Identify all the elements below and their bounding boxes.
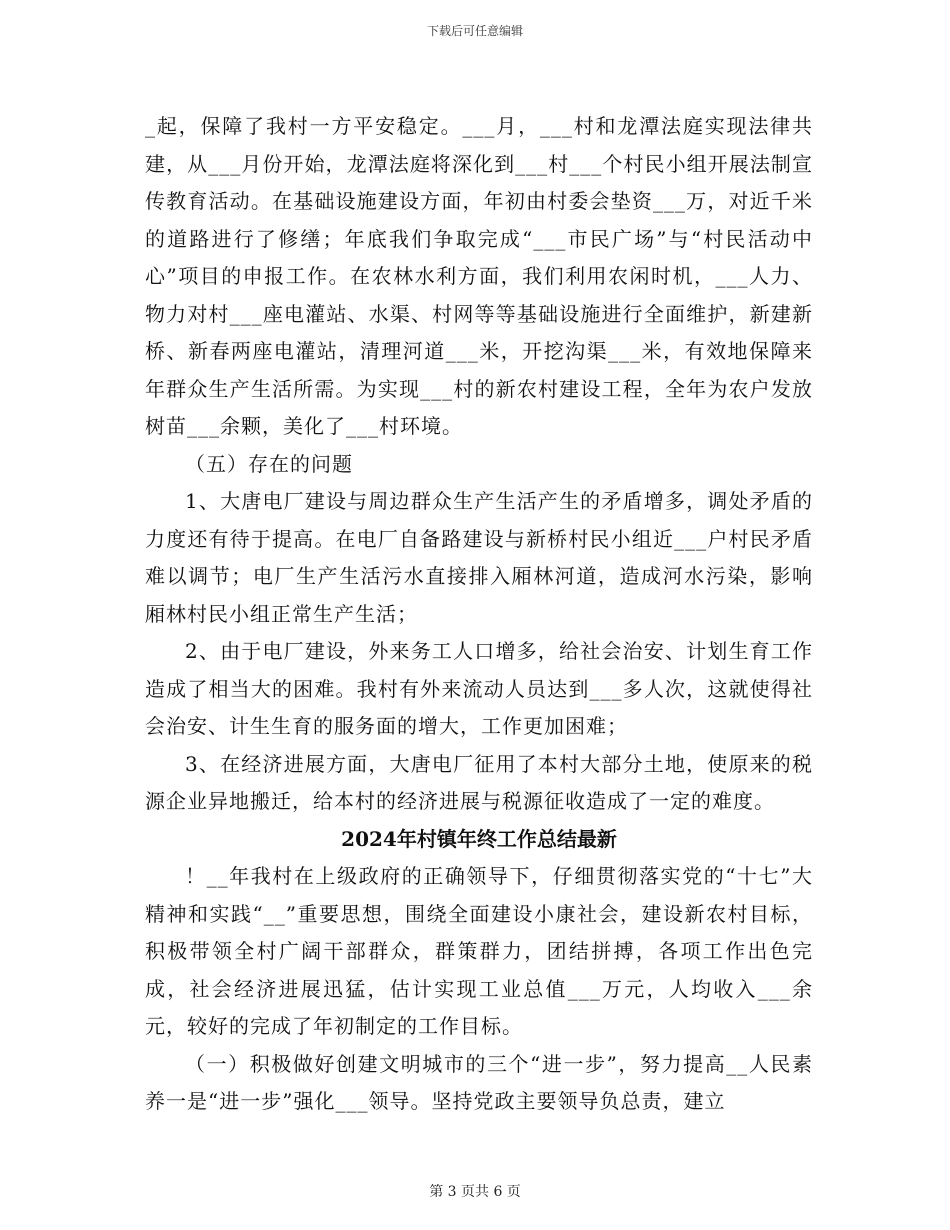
paragraph-problem-2: 2、由于电厂建设，外来务工人口增多，给社会治安、计划生育工作造成了相当大的困难。我村有外来流动人员达到___多人次，这就使得社会治安、计生生育的服务面的增大，工作更加困难； bbox=[145, 639, 813, 738]
paragraph-infrastructure: _起，保障了我村一方平安稳定。___月，___村和龙潭法庭实现法律共建，从___月份开始，龙潭法庭将深化到___村___个村民小组开展法制宣传教育活动。在基础设施建设方面，年初由村委会垫资___万，对近千米的道路进行了修缮；年底我们争取完成“___市民广场”与“村民活动中心”项目的申报工作。在农林水利方面，我们利用农闲时机，___人力、物力对村___座电灌站、水渠、村网等等基础设施进行全面维护，新建新桥、新春两座电灌站，清理河道___米，开挖沟渠___米，有效地保障来年群众生产生活所需。为实现___村的新农村建设工程，全年为农户发放树苗___余颗，美化了___村环境。 bbox=[145, 114, 813, 438]
paragraph-problem-1: 1、大唐电厂建设与周边群众生产生活产生的矛盾增多，调处矛盾的力度还有待于提高。在电厂自备路建设与新桥村民小组近___户村民矛盾难以调节；电厂生产生活污水直接排入厢林河道，造成河水污染，影响厢林村民小组正常生产生活； bbox=[145, 489, 813, 626]
page-header: 下载后可任意编辑 bbox=[426, 24, 523, 38]
paragraph-problem-3: 3、在经济进展方面，大唐电厂征用了本村大部分土地，使原来的税源企业异地搬迁，给本村的经济进展与税源征收造成了一定的难度。 bbox=[145, 751, 813, 813]
paragraph-civilized-city: （一）积极做好创建文明城市的三个“进一步”，努力提高__人民素养一是“进一步”强化___领导。坚持党政主要领导负总责，建立 bbox=[145, 1051, 813, 1113]
subheading-problems: （五）存在的问题 bbox=[185, 451, 353, 476]
paragraph-summary-intro: ！__年我村在上级政府的正确领导下，仔细贯彻落实党的“十七”大精神和实践“__”重要思想，围绕全面建设小康社会，建设新农村目标，积极带领全村广阔干部群众，群策群力，团结拼搏，各项工作出色完成，社会经济进展迅猛，估计实现工业总值___万元，人均收入___余元，较好的完成了年初制定的工作目标。 bbox=[145, 864, 813, 1038]
section-title: 2024年村镇年终工作总结最新 bbox=[341, 826, 617, 851]
page-footer: 第 3 页共 6 页 bbox=[429, 1184, 521, 1200]
document-body bbox=[145, 108, 813, 1121]
